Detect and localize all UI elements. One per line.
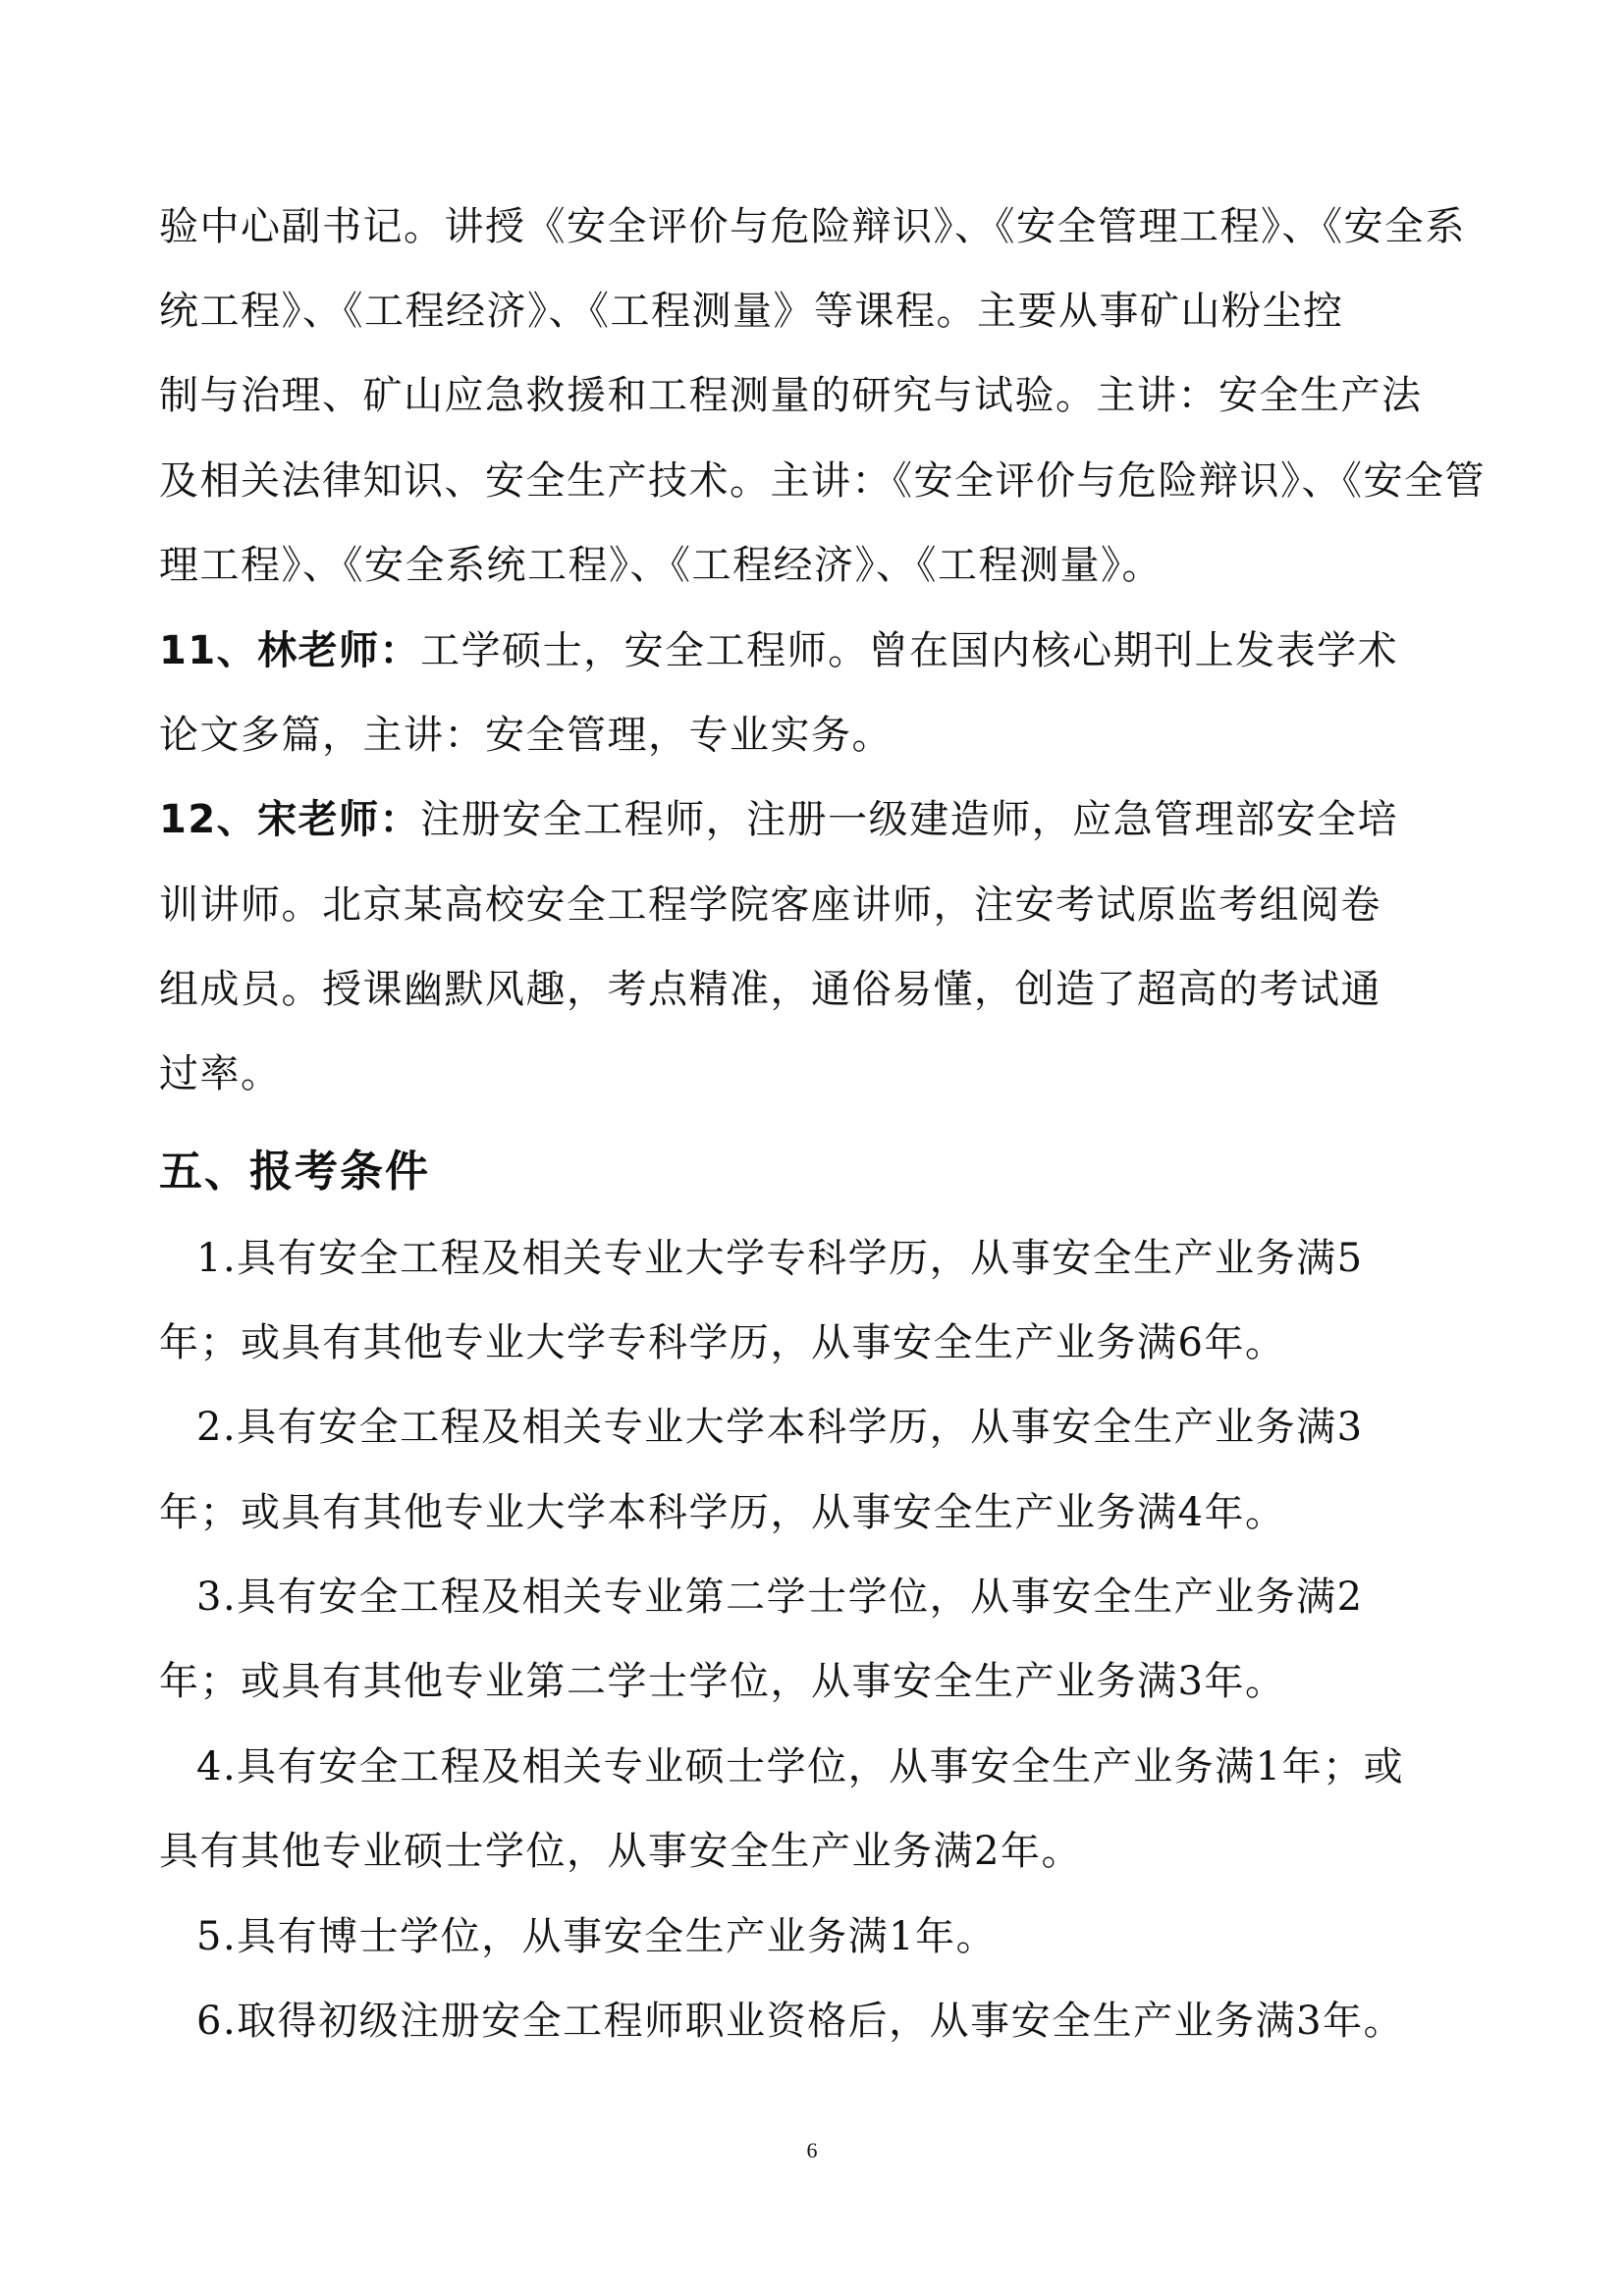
condition-item-continued: 具有其他专业硕士学位，从事安全生产业务满2年。 <box>159 1829 1082 1874</box>
condition-item: 3.具有安全工程及相关专业第二学士学位，从事安全生产业务满2 <box>196 1575 1364 1620</box>
bio-line: 验中心副书记。讲授《安全评价与危险辩识》、《安全管理工程》、《安全系 <box>159 204 1466 249</box>
condition-item-continued: 年；或具有其他专业第二学士学位，从事安全生产业务满3年。 <box>159 1659 1286 1704</box>
bio-line: 理工程》、《安全系统工程》、《工程经济》、《工程测量》。 <box>159 543 1163 588</box>
teacher-11-line: 论文多篇，主讲：安全管理，专业实务。 <box>159 713 893 758</box>
teacher-12-text: 注册安全工程师，注册一级建造师，应急管理部安全培 <box>420 797 1399 842</box>
condition-item: 2.具有安全工程及相关专业大学本科学历，从事安全生产业务满3 <box>196 1405 1364 1450</box>
section-heading: 五、报考条件 <box>159 1147 430 1197</box>
bio-line: 统工程》、《工程经济》、《工程测量》等课程。主要从事矿山粉尘控 <box>159 289 1344 334</box>
teacher-12-line: 组成员。授课幽默风趣，考点精准，通俗易懂，创造了超高的考试通 <box>159 967 1381 1012</box>
condition-item: 4.具有安全工程及相关专业硕士学位，从事安全生产业务满1年；或 <box>196 1744 1405 1789</box>
condition-item: 1.具有安全工程及相关专业大学专科学历，从事安全生产业务满5 <box>196 1236 1364 1281</box>
page-number: 6 <box>806 2138 818 2163</box>
condition-item: 5.具有博士学位，从事安全生产业务满1年。 <box>196 1914 998 1959</box>
bio-line: 及相关法律知识、安全生产技术。主讲：《安全评价与危险辩识》、《安全管 <box>159 458 1486 504</box>
condition-item: 6.取得初级注册安全工程师职业资格后，从事安全生产业务满3年。 <box>196 1999 1405 2044</box>
teacher-12-label: 12、宋老师： <box>159 797 421 842</box>
teacher-11-text: 工学硕士，安全工程师。曾在国内核心期刊上发表学术 <box>420 628 1399 673</box>
condition-item-continued: 年；或具有其他专业大学专科学历，从事安全生产业务满6年。 <box>159 1320 1286 1365</box>
condition-item-continued: 年；或具有其他专业大学本科学历，从事安全生产业务满4年。 <box>159 1490 1286 1535</box>
bio-line: 制与治理、矿山应急救援和工程测量的研究与试验。主讲：安全生产法 <box>159 373 1423 418</box>
teacher-11-label: 11、林老师： <box>159 628 421 673</box>
teacher-12-line: 过率。 <box>159 1051 282 1096</box>
teacher-11-line <box>159 625 1398 676</box>
teacher-12-line: 训讲师。北京某高校安全工程学院客座讲师，注安考试原监考组阅卷 <box>159 882 1381 928</box>
teacher-12-line <box>159 794 1398 845</box>
